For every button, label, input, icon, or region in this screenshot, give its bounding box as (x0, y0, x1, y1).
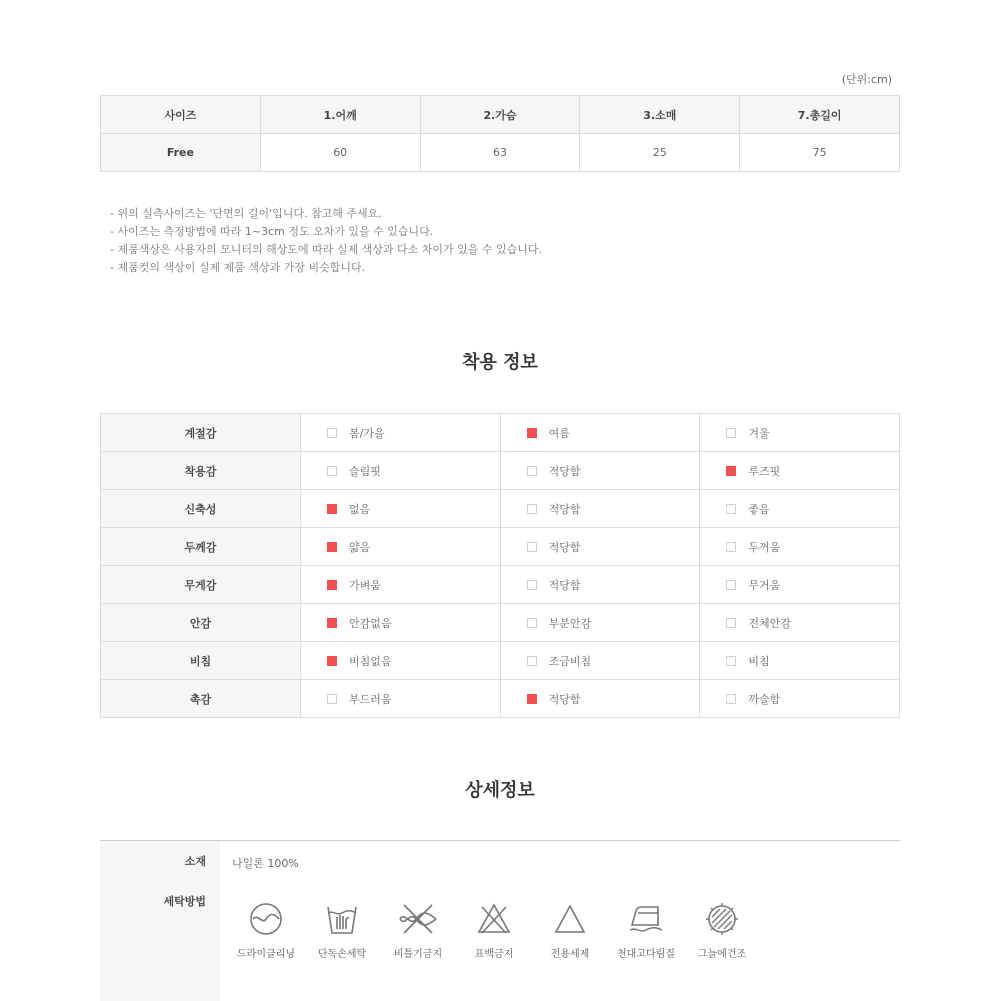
note-item: - 제품색상은 사용자의 모니터의 해상도에 따라 실제 색상과 다소 차이가 있을 수 있습니다. (110, 243, 542, 256)
unchecked-box-icon (327, 466, 337, 476)
fit-option-cell (301, 642, 501, 680)
wash-item (302, 901, 382, 960)
fit-option-cell (500, 680, 700, 718)
wash-item (454, 901, 534, 960)
unchecked-box-icon (726, 504, 736, 514)
fit-option (501, 691, 700, 707)
fit-option (301, 463, 500, 479)
fit-option-cell (700, 566, 900, 604)
unit-label: (단위:cm) (841, 73, 892, 86)
fit-option-cell (500, 452, 700, 490)
size-header-cell: 7.총길이 (740, 96, 900, 134)
fit-option-cell (301, 528, 501, 566)
table-row (101, 604, 900, 642)
neutral-detergent-icon (552, 901, 588, 937)
wash-label: 그늘에건조 (697, 949, 747, 960)
fit-option-cell (500, 414, 700, 452)
fit-option-label: 적당함 (548, 540, 581, 554)
washing-label: 세탁방법 (163, 895, 206, 908)
size-value-cell: 75 (740, 134, 900, 172)
fit-option (700, 539, 899, 555)
wash-item (378, 901, 458, 960)
fit-option-cell (500, 642, 700, 680)
fit-row-label: 착용감 (101, 452, 301, 490)
fit-info-table (100, 413, 900, 718)
table-row (101, 490, 900, 528)
size-header-cell: 1.어깨 (260, 96, 420, 134)
fit-option (700, 425, 899, 441)
size-table (100, 95, 900, 172)
unchecked-box-icon (527, 542, 537, 552)
checked-box-icon (327, 542, 337, 552)
checked-box-icon (327, 580, 337, 590)
note-item: - 사이즈는 측정방법에 따라 1~3cm 정도 오차가 있을 수 있습니다. (110, 225, 434, 238)
wash-item (530, 901, 610, 960)
fit-option (301, 425, 500, 441)
fit-option-cell (700, 414, 900, 452)
unchecked-box-icon (726, 656, 736, 666)
checked-box-icon (327, 504, 337, 514)
fit-option-cell (700, 604, 900, 642)
detail-info-panel (100, 840, 900, 1001)
fit-option-label: 안감없음 (349, 616, 392, 630)
fit-option-label: 적당함 (548, 692, 581, 706)
fit-option (700, 463, 899, 479)
size-header-cell: 2.가슴 (420, 96, 580, 134)
fit-option-label: 무거움 (748, 578, 781, 592)
material-value: 나일론 100% (232, 857, 299, 870)
size-header-cell: 3.소매 (580, 96, 740, 134)
wash-label: 단독손세탁 (317, 949, 367, 960)
fit-option-label: 두꺼움 (748, 540, 781, 554)
fit-row-label: 촉감 (101, 680, 301, 718)
unchecked-box-icon (327, 694, 337, 704)
fit-option-cell (700, 680, 900, 718)
fit-option (501, 501, 700, 517)
fit-option-cell (301, 490, 501, 528)
checked-box-icon (726, 466, 736, 476)
wash-item (226, 901, 306, 960)
fit-row-label: 안감 (101, 604, 301, 642)
note-item: - 위의 실측사이즈는 '단면의 길이'입니다. 참고해 주세요. (110, 207, 382, 220)
fit-option-cell (301, 414, 501, 452)
size-table-header (101, 96, 900, 134)
note-item: - 제품컷의 색상이 실제 제품 색상과 가장 비슷합니다. (110, 261, 366, 274)
fit-option (301, 577, 500, 593)
fit-option-label: 적당함 (548, 578, 581, 592)
fit-option-label: 비침없음 (349, 654, 392, 668)
fit-option-label: 얇음 (349, 540, 371, 554)
fit-option (501, 425, 700, 441)
wash-item (682, 901, 762, 960)
unchecked-box-icon (527, 656, 537, 666)
fit-option-cell (700, 528, 900, 566)
fit-option-label: 좋음 (748, 502, 770, 516)
size-name-cell: Free (101, 134, 261, 172)
fit-option-label: 적당함 (548, 464, 581, 478)
fit-option (501, 577, 700, 593)
unchecked-box-icon (527, 466, 537, 476)
size-notes (110, 205, 542, 277)
size-value-cell: 25 (580, 134, 740, 172)
table-row (101, 642, 900, 680)
fit-row-label: 비침 (101, 642, 301, 680)
fit-option-label: 까슬함 (748, 692, 781, 706)
fit-option-cell (301, 680, 501, 718)
fit-option (301, 615, 500, 631)
size-header-cell: 사이즈 (101, 96, 261, 134)
fit-option-label: 부드러움 (349, 692, 392, 706)
size-value-cell: 63 (420, 134, 580, 172)
fit-option-cell (500, 528, 700, 566)
unchecked-box-icon (726, 580, 736, 590)
unchecked-box-icon (527, 580, 537, 590)
fit-option-cell (700, 452, 900, 490)
detail-info-title: 상세정보 (465, 780, 535, 801)
wash-label: 표백금지 (474, 949, 514, 960)
checked-box-icon (327, 618, 337, 628)
unchecked-box-icon (527, 618, 537, 628)
shade-dry-icon (704, 901, 740, 937)
fit-option-label: 가벼움 (349, 578, 381, 592)
table-row (101, 528, 900, 566)
table-row (101, 680, 900, 718)
fit-option-label: 겨울 (748, 426, 770, 440)
fit-option (501, 463, 700, 479)
wash-item (606, 901, 686, 960)
table-row (101, 566, 900, 604)
table-row (101, 414, 900, 452)
fit-option-label: 조금비침 (548, 654, 592, 668)
material-label: 소재 (184, 855, 206, 868)
table-row (101, 452, 900, 490)
fit-option (301, 691, 500, 707)
fit-option (700, 615, 899, 631)
checked-box-icon (327, 656, 337, 666)
hand-wash-icon (324, 901, 360, 937)
fit-option-label: 봄/가을 (349, 426, 385, 440)
fit-option-cell (500, 490, 700, 528)
fit-option-cell (301, 566, 501, 604)
fit-row-label: 신축성 (101, 490, 301, 528)
fit-option-label: 부분안감 (548, 616, 592, 630)
iron-with-cloth-icon (626, 901, 666, 937)
dry-clean-icon (248, 901, 284, 937)
fit-option-label: 비침 (748, 654, 770, 668)
no-wring-icon (396, 901, 440, 937)
fit-option (301, 501, 500, 517)
fit-option (501, 653, 700, 669)
wash-label: 전용세제 (550, 949, 590, 960)
fit-option-cell (301, 452, 501, 490)
checked-box-icon (527, 694, 537, 704)
fit-option-label: 루즈핏 (748, 464, 781, 478)
fit-info-title: 착용 정보 (462, 352, 538, 373)
fit-option-cell (700, 642, 900, 680)
fit-option (700, 501, 899, 517)
fit-option-label: 없음 (349, 502, 371, 516)
size-value-cell: 60 (260, 134, 420, 172)
fit-option (700, 653, 899, 669)
fit-option (700, 691, 899, 707)
fit-option-label: 전체안감 (748, 616, 791, 630)
fit-row-label: 계절감 (101, 414, 301, 452)
unchecked-box-icon (726, 694, 736, 704)
no-bleach-icon (476, 901, 512, 937)
fit-option (501, 615, 700, 631)
unchecked-box-icon (726, 428, 736, 438)
fit-option (700, 577, 899, 593)
fit-option-label: 슬림핏 (349, 464, 381, 478)
fit-option (501, 539, 700, 555)
unchecked-box-icon (726, 618, 736, 628)
fit-option-label: 적당함 (548, 502, 581, 516)
table-row (101, 134, 900, 172)
fit-row-label: 무게감 (101, 566, 301, 604)
checked-box-icon (527, 428, 537, 438)
fit-row-label: 두께감 (101, 528, 301, 566)
unchecked-box-icon (527, 504, 537, 514)
fit-option-cell (500, 566, 700, 604)
fit-option-cell (700, 490, 900, 528)
wash-label: 비틀기금지 (393, 949, 443, 960)
unchecked-box-icon (327, 428, 337, 438)
fit-option (301, 539, 500, 555)
wash-label: 드라이클리닝 (237, 949, 295, 960)
fit-option-cell (301, 604, 501, 642)
fit-option (301, 653, 500, 669)
unchecked-box-icon (726, 542, 736, 552)
fit-option-label: 여름 (548, 426, 570, 440)
fit-option-cell (500, 604, 700, 642)
wash-label: 천대고다림질 (617, 949, 675, 960)
